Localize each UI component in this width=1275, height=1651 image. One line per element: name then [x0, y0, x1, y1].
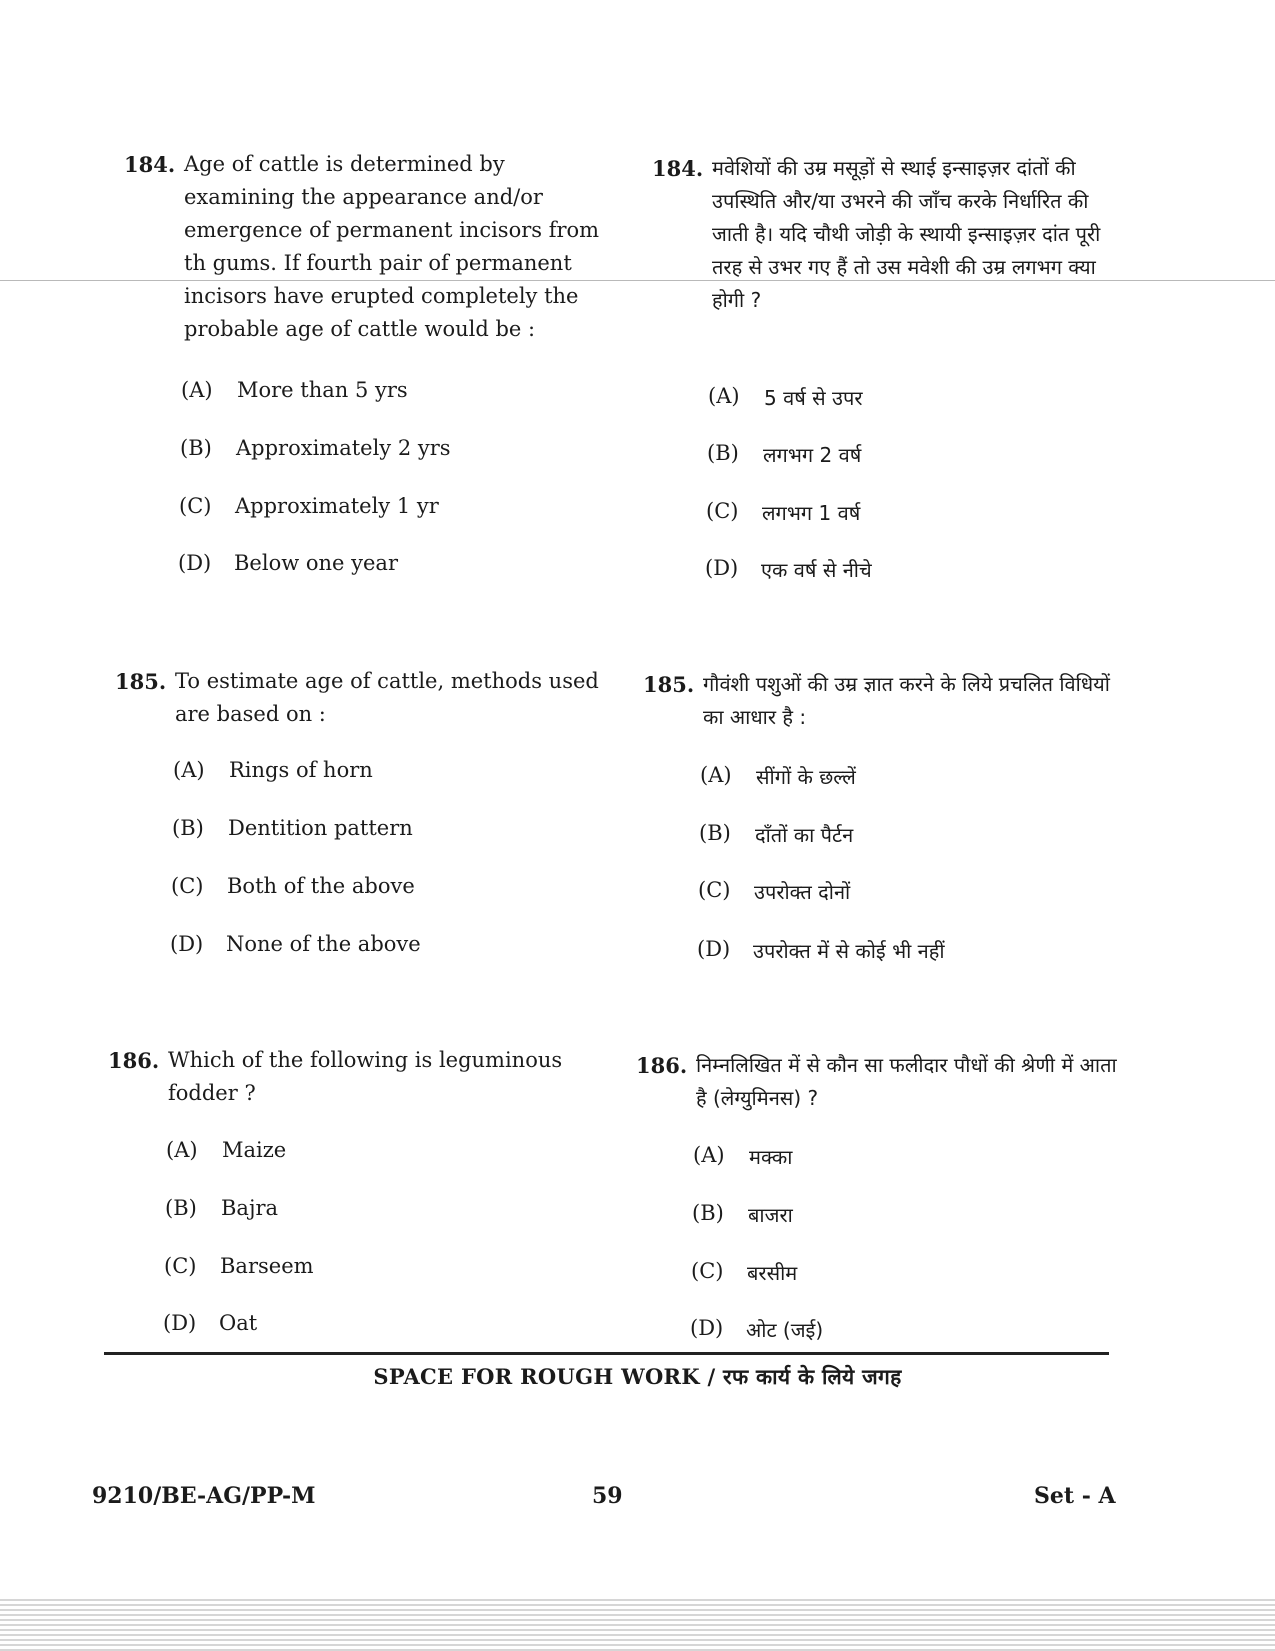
option-text: Both of the above	[227, 874, 415, 898]
option-label: (B)	[165, 1196, 197, 1220]
option-text: उपरोक्त में से कोई भी नहीं	[753, 939, 945, 963]
rough-work-label: SPACE FOR ROUGH WORK / रफ कार्य के लिये जगह	[373, 1364, 902, 1389]
option-label: (C)	[691, 1259, 724, 1283]
option-text: More than 5 yrs	[237, 378, 408, 402]
option-label: (A)	[173, 758, 205, 782]
option-label: (D)	[178, 551, 212, 575]
option-text: बरसीम	[747, 1261, 798, 1285]
option-label: (A)	[693, 1143, 725, 1167]
option-text: Barseem	[220, 1254, 314, 1278]
option-label: (B)	[707, 441, 739, 465]
option-label: (D)	[163, 1311, 197, 1335]
option-label: (A)	[181, 378, 213, 402]
option-text: Bajra	[221, 1196, 279, 1220]
question-number: 185.	[643, 672, 695, 697]
option-text: लगभग 1 वर्ष	[762, 501, 861, 525]
question-stem: निम्नलिखित में से कौन सा फलीदार पौधों की श्रेणी में आता है (लेग्युमिनस) ?	[696, 1053, 1117, 1110]
footer-page-number: 59	[592, 1483, 623, 1509]
option-text: दाँतों का पैर्टन	[755, 823, 854, 847]
option-text: ओट (जई)	[746, 1318, 824, 1342]
option-label: (C)	[698, 878, 731, 902]
question-number: 184.	[652, 156, 704, 181]
option-label: (A)	[166, 1138, 198, 1162]
question-stem: मवेशियों की उम्र मसूड़ों से स्थाई इन्साइज़र दांतों की उपस्थिति और/या उभरने की जाँच करके निर्धारित की जाती है। यदि चौथी जोड़ी के स्थायी इन्साइज़र दांत पूरी तरह से उभर गए हैं तो उस मवेशी की उम्र लगभग क्या होगी ?	[712, 156, 1101, 312]
option-text: 5 वर्ष से उपर	[764, 386, 863, 410]
question-stem: Which of the following is leguminous fodder ?	[168, 1048, 563, 1105]
option-label: (C)	[171, 874, 204, 898]
option-label: (C)	[179, 494, 212, 518]
option-label: (A)	[708, 384, 740, 408]
question-number: 184.	[124, 152, 176, 177]
question-number: 186.	[636, 1053, 688, 1078]
option-label: (D)	[170, 932, 204, 956]
footer-paper-code: 9210/BE-AG/PP-M	[92, 1483, 316, 1509]
option-label: (C)	[164, 1254, 197, 1278]
option-label: (D)	[697, 937, 731, 961]
question-number: 185.	[115, 669, 167, 694]
option-label: (B)	[692, 1201, 724, 1225]
option-text: Maize	[222, 1138, 287, 1162]
option-text: Approximately 2 yrs	[236, 436, 451, 460]
question-number: 186.	[108, 1048, 160, 1073]
option-label: (A)	[700, 763, 732, 787]
option-text: Oat	[219, 1311, 258, 1335]
option-text: Below one year	[234, 551, 398, 575]
option-text: उपरोक्त दोनों	[754, 880, 851, 904]
option-text: Dentition pattern	[228, 816, 413, 840]
option-label: (D)	[705, 556, 739, 580]
option-label: (D)	[690, 1316, 724, 1340]
option-text: Rings of horn	[229, 758, 373, 782]
option-text: मक्का	[749, 1145, 793, 1169]
option-label: (B)	[180, 436, 212, 460]
option-text: एक वर्ष से नीचे	[761, 558, 872, 582]
question-stem: Age of cattle is determined by examining the appearance and/or emergence of permanent incisors from th gums. If fourth pair of permanent incisors have erupted completely the probable age of cattle would be :	[184, 152, 600, 341]
option-text: None of the above	[226, 932, 421, 956]
scan-bottom-bands	[0, 1596, 1275, 1651]
option-label: (B)	[172, 816, 204, 840]
option-text: Approximately 1 yr	[235, 494, 439, 518]
question-stem: गौवंशी पशुओं की उम्र ज्ञात करने के लिये प्रचलित विधियों का आधार है :	[703, 672, 1110, 729]
rough-work-divider	[104, 1352, 1109, 1355]
option-text: सींगों के छल्लें	[756, 765, 856, 789]
option-text: लगभग 2 वर्ष	[763, 443, 862, 467]
option-label: (C)	[706, 499, 739, 523]
option-label: (B)	[699, 821, 731, 845]
option-text: बाजरा	[748, 1203, 793, 1227]
question-stem: To estimate age of cattle, methods used are based on :	[175, 669, 599, 726]
footer-set-label: Set - A	[1034, 1483, 1116, 1509]
